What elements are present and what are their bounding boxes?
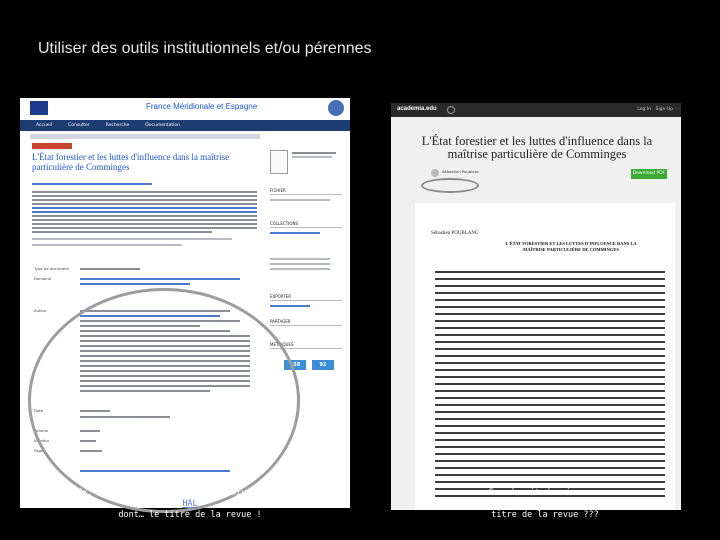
hal-banner xyxy=(20,98,350,118)
eu-flag-icon xyxy=(30,101,48,115)
hal-abstract-line xyxy=(32,203,257,205)
download-pdf-button[interactable]: Download PDF xyxy=(631,169,667,179)
hal-sidebar xyxy=(270,180,342,349)
hal-meta-label: Pages xyxy=(34,448,46,453)
pdf-text-line xyxy=(435,278,665,280)
hal-doc-id-badge xyxy=(32,143,72,149)
side-line xyxy=(270,199,330,201)
pdf-text-line xyxy=(435,481,665,483)
hal-nav xyxy=(20,120,350,131)
side-line xyxy=(270,263,330,265)
hal-file-caption-line xyxy=(292,156,332,158)
pdf-text-line xyxy=(435,334,665,336)
academia-logo[interactable]: academia.edu xyxy=(397,106,437,112)
pdf-file-icon[interactable] xyxy=(270,150,288,174)
pdf-text-line xyxy=(435,460,665,462)
hal-keywords-line xyxy=(32,238,232,240)
pdf-text-line xyxy=(435,404,665,406)
academia-document-title: L'État forestier et les luttes d'influence dans la maîtrise particulière de Comminges xyxy=(421,134,653,161)
hal-meta-label: Volume xyxy=(34,428,49,433)
side-heading-share: PARTAGER xyxy=(270,319,342,326)
hal-stat-consultations: 158 xyxy=(284,360,306,370)
hal-abstract-line xyxy=(32,195,257,197)
pdf-text-line xyxy=(435,418,665,420)
login-link[interactable]: Log In xyxy=(637,107,651,112)
hal-nav-home[interactable]: Accueil xyxy=(36,123,53,128)
hal-meta-label: Date xyxy=(34,408,44,413)
academia-screenshot xyxy=(391,103,681,510)
slide-title: Utiliser des outils institutionnels et/ou pérennes xyxy=(38,40,372,57)
hal-keywords-line xyxy=(32,244,182,246)
hal-abstract-line xyxy=(32,223,257,225)
pdf-text-line xyxy=(435,327,665,329)
pdf-author: Sébastien POUBLANC xyxy=(431,231,479,236)
hal-meta-label: Domaine xyxy=(34,276,52,281)
pdf-text-line xyxy=(435,362,665,364)
academia-topbar xyxy=(391,103,681,117)
pdf-text-line xyxy=(435,425,665,427)
hal-nav-docs[interactable]: Documentation xyxy=(145,123,180,128)
pdf-text-line xyxy=(435,376,665,378)
pdf-text-line xyxy=(435,369,665,371)
pdf-text-line xyxy=(435,439,665,441)
hal-abstract-line xyxy=(32,199,257,201)
hal-meta-value xyxy=(80,268,140,270)
hal-link[interactable]: HAL xyxy=(182,499,198,509)
right-caption xyxy=(470,488,620,521)
hal-meta-label: Auteur xyxy=(34,308,47,313)
hal-file-caption xyxy=(292,152,342,158)
hal-abstract-line xyxy=(32,191,257,193)
pdf-text-line xyxy=(435,341,665,343)
pdf-text-line xyxy=(435,474,665,476)
hal-author-line xyxy=(32,183,152,185)
pdf-text-line xyxy=(435,355,665,357)
hal-abstract-line xyxy=(32,219,257,221)
pdf-text-line xyxy=(435,411,665,413)
pdf-text-line xyxy=(435,453,665,455)
pdf-text-line xyxy=(435,292,665,294)
hal-abstract-line xyxy=(32,215,257,217)
pdf-text-line xyxy=(435,397,665,399)
side-line xyxy=(270,258,330,260)
pdf-text-line xyxy=(435,306,665,308)
pdf-text-line xyxy=(435,446,665,448)
hal-meta-value xyxy=(80,283,190,285)
pdf-text-line xyxy=(435,383,665,385)
hal-file-caption-line xyxy=(292,152,336,154)
right-caption-line1: Ex. de métadonnées sur xyxy=(488,488,602,498)
side-line xyxy=(270,268,330,270)
left-caption-line3: dont… le titre de la revue ! xyxy=(118,510,262,520)
hal-meta-label: Type de document xyxy=(34,266,70,271)
pdf-text-line xyxy=(435,432,665,434)
side-heading-metrics: METRIQUES xyxy=(270,342,342,349)
highlight-ellipse xyxy=(421,178,479,193)
pdf-text-line xyxy=(435,390,665,392)
left-caption-line1: Ex. de métadonnées sur une archive ouverte : xyxy=(77,488,303,498)
side-line xyxy=(270,305,310,307)
hal-meta-value xyxy=(80,278,240,280)
hal-abstract-line xyxy=(32,231,212,233)
search-icon[interactable] xyxy=(447,106,455,114)
side-line xyxy=(270,232,320,234)
hal-nav-search[interactable]: Recherche xyxy=(105,123,130,128)
hal-banner-label: France Méridionale et Espagne xyxy=(146,102,258,111)
hal-meta-label: Numéro xyxy=(34,438,50,443)
pdf-text-line xyxy=(435,285,665,287)
left-caption xyxy=(60,488,320,521)
hal-breadcrumb xyxy=(30,134,260,139)
pdf-text-line xyxy=(435,313,665,315)
pdf-text-line xyxy=(435,348,665,350)
hal-stat-downloads: 92 xyxy=(312,360,334,370)
side-heading-file: FICHIER xyxy=(270,188,342,195)
hal-abstract-line xyxy=(32,227,257,229)
signup-link[interactable]: Sign Up xyxy=(655,107,673,112)
highlight-circle xyxy=(28,288,300,513)
academia-author[interactable]: Sébastien Poublanc xyxy=(442,169,480,174)
hal-abstract-line xyxy=(32,211,257,213)
side-heading-collections: COLLECTIONS xyxy=(270,221,342,228)
pdf-heading: L'ÉTAT FORESTIER ET LES LUTTES D'INFLUENCE DANS LA MAÎTRISE PARTICULIÈRE DE COMMINGES xyxy=(505,241,637,252)
pdf-text-line xyxy=(435,299,665,301)
pdf-text-line xyxy=(435,271,665,273)
hal-abstract-line xyxy=(32,207,257,209)
hal-logo-icon xyxy=(328,100,344,116)
author-avatar xyxy=(431,169,439,177)
pdf-text-line xyxy=(435,467,665,469)
right-caption-line2: Academia 06/2015) xyxy=(501,499,589,509)
side-heading-export: EXPORTER xyxy=(270,294,342,301)
hal-document-title: L'État forestier et les luttes d'influence dans la maîtrise particulière de Comminges xyxy=(32,152,230,172)
right-caption-line3: titre de la revue ??? xyxy=(491,510,599,520)
pdf-text-line xyxy=(435,320,665,322)
hal-nav-browse[interactable]: Consulter xyxy=(68,123,90,128)
